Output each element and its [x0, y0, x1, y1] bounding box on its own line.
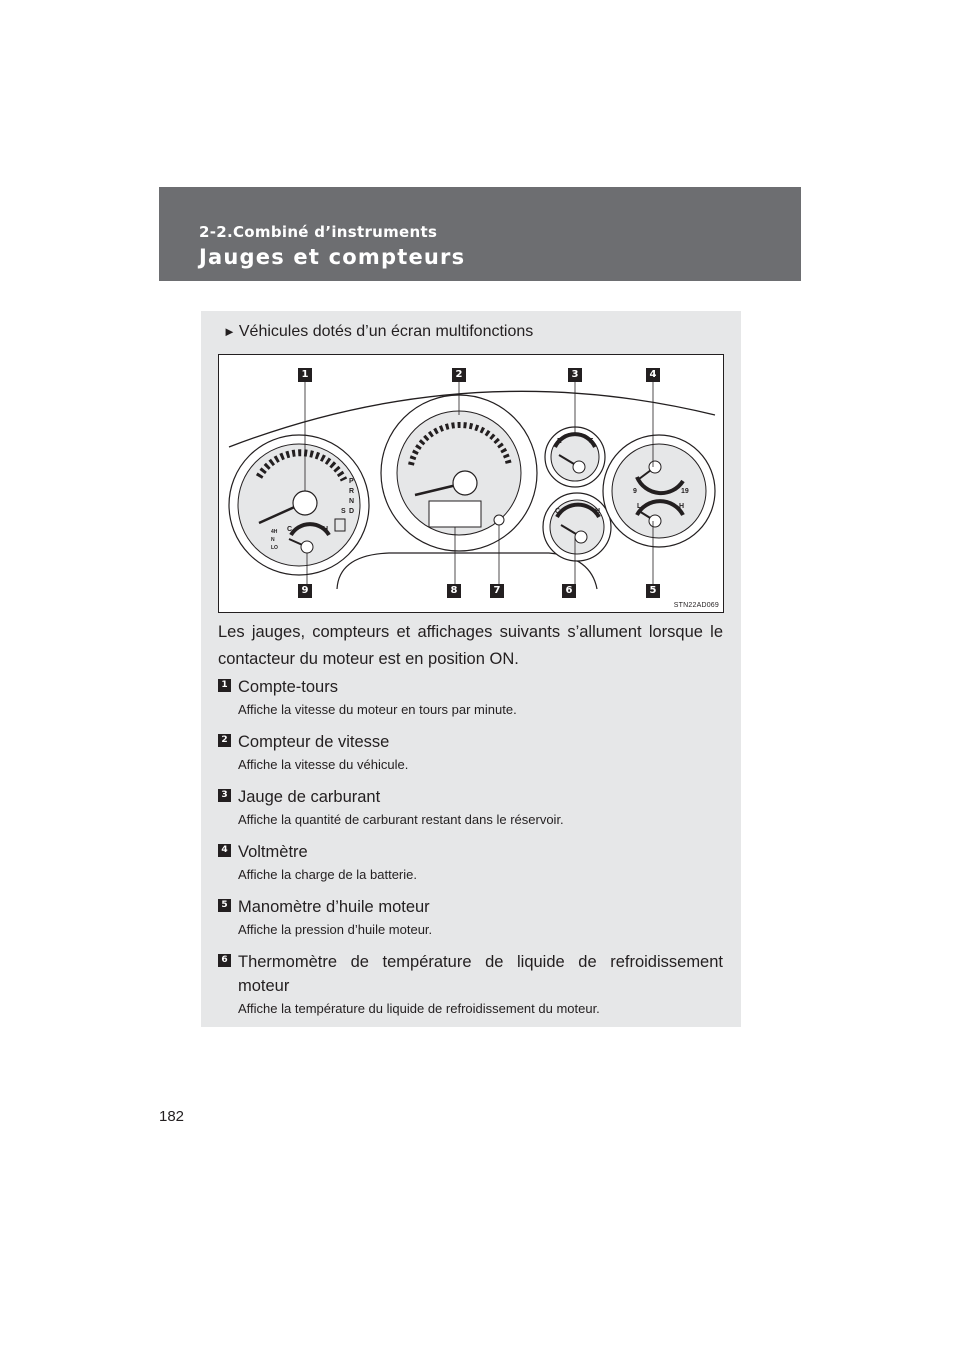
- mode-4h: 4H: [271, 529, 278, 535]
- callout-3: 3: [568, 368, 582, 382]
- list-item: [218, 950, 723, 1018]
- instrument-cluster-illustration: [219, 355, 723, 612]
- item-number-badge: 1: [218, 679, 231, 692]
- multi-info-display: [429, 501, 481, 527]
- list-item: [218, 675, 723, 719]
- oil-hub: [649, 515, 661, 527]
- item-title: Thermomètre de température de liquide de refroidissement moteur: [238, 953, 723, 995]
- section-header: [159, 187, 801, 281]
- vehicle-note-text: Véhicules dotés d’un écran multifonctions: [238, 323, 534, 340]
- mode-lo: LO: [271, 545, 278, 551]
- shift-r: R: [349, 488, 355, 495]
- item-description: Affiche la charge de la batterie.: [238, 867, 417, 882]
- item-number-badge: 6: [218, 954, 231, 967]
- item-description: Affiche la quantité de carburant restant dans le réservoir.: [238, 812, 564, 827]
- item-description: Affiche la vitesse du moteur en tours par minute.: [238, 702, 517, 717]
- callout-1: 1: [298, 368, 312, 382]
- fuel-f: F: [589, 438, 594, 445]
- callout-8: 8: [447, 584, 461, 598]
- volt-hub: [649, 461, 661, 473]
- shift-n: N: [349, 498, 355, 505]
- tachometer-hub: [293, 491, 317, 515]
- gauge-list: [218, 675, 723, 1029]
- trip-knob: [494, 515, 504, 525]
- oil-l: L: [637, 503, 642, 510]
- volt-9: 9: [633, 488, 637, 495]
- shift-p: P: [349, 478, 354, 485]
- item-number-badge: 3: [218, 789, 231, 802]
- item-description: Affiche la pression d’huile moteur.: [238, 922, 433, 937]
- item-description: Affiche la température du liquide de refroidissement du moteur.: [238, 1001, 600, 1016]
- page-title: Jauges et compteurs: [199, 245, 466, 269]
- item-title: Compte-tours: [238, 678, 338, 696]
- list-item: [218, 785, 723, 829]
- item-number-badge: 5: [218, 899, 231, 912]
- item-number-badge: 2: [218, 734, 231, 747]
- item-title: Compteur de vitesse: [238, 733, 390, 751]
- figure-code: STN22AD069: [673, 602, 719, 609]
- item-description: Affiche la vitesse du véhicule.: [238, 757, 409, 772]
- callout-6: 6: [562, 584, 576, 598]
- list-item: [218, 730, 723, 774]
- item-title: Voltmètre: [238, 843, 308, 861]
- callout-4: 4: [646, 368, 660, 382]
- page-number: 182: [159, 1108, 185, 1125]
- fuel-hub: [573, 461, 585, 473]
- content-panel: [201, 311, 741, 1027]
- item-title: Jauge de carburant: [238, 788, 381, 806]
- coolant-hub: [575, 531, 587, 543]
- volt-19: 19: [681, 488, 689, 495]
- callout-2: 2: [452, 368, 466, 382]
- callout-7: 7: [490, 584, 504, 598]
- steering-column-outline: [337, 553, 597, 589]
- section-label: 2-2.Combiné d’instruments: [199, 223, 438, 241]
- item-number-badge: 4: [218, 844, 231, 857]
- callout-5: 5: [646, 584, 660, 598]
- callout-9: 9: [298, 584, 312, 598]
- item-title: Manomètre d’huile moteur: [238, 898, 430, 916]
- speedometer-hub: [453, 471, 477, 495]
- coolant-h: H: [595, 508, 601, 515]
- mode-n: N: [271, 537, 275, 543]
- shift-d: D: [349, 508, 355, 515]
- shift-s: S: [341, 508, 346, 515]
- vehicle-note: [223, 323, 533, 341]
- temp-hub-small: [301, 541, 313, 553]
- temp-h-small: H: [323, 526, 329, 533]
- coolant-c: C: [555, 508, 561, 515]
- temp-c-small: C: [287, 526, 293, 533]
- fuel-e: E: [557, 438, 562, 445]
- oil-h: H: [679, 503, 685, 510]
- instrument-cluster-figure: [218, 354, 724, 613]
- intro-paragraph: Les jauges, compteurs et affichages suivants s’allument lorsque le contacteur du moteur est en position ON.: [218, 623, 723, 668]
- list-item: [218, 895, 723, 939]
- list-item: [218, 840, 723, 884]
- triangle-right-icon: ►: [223, 324, 236, 339]
